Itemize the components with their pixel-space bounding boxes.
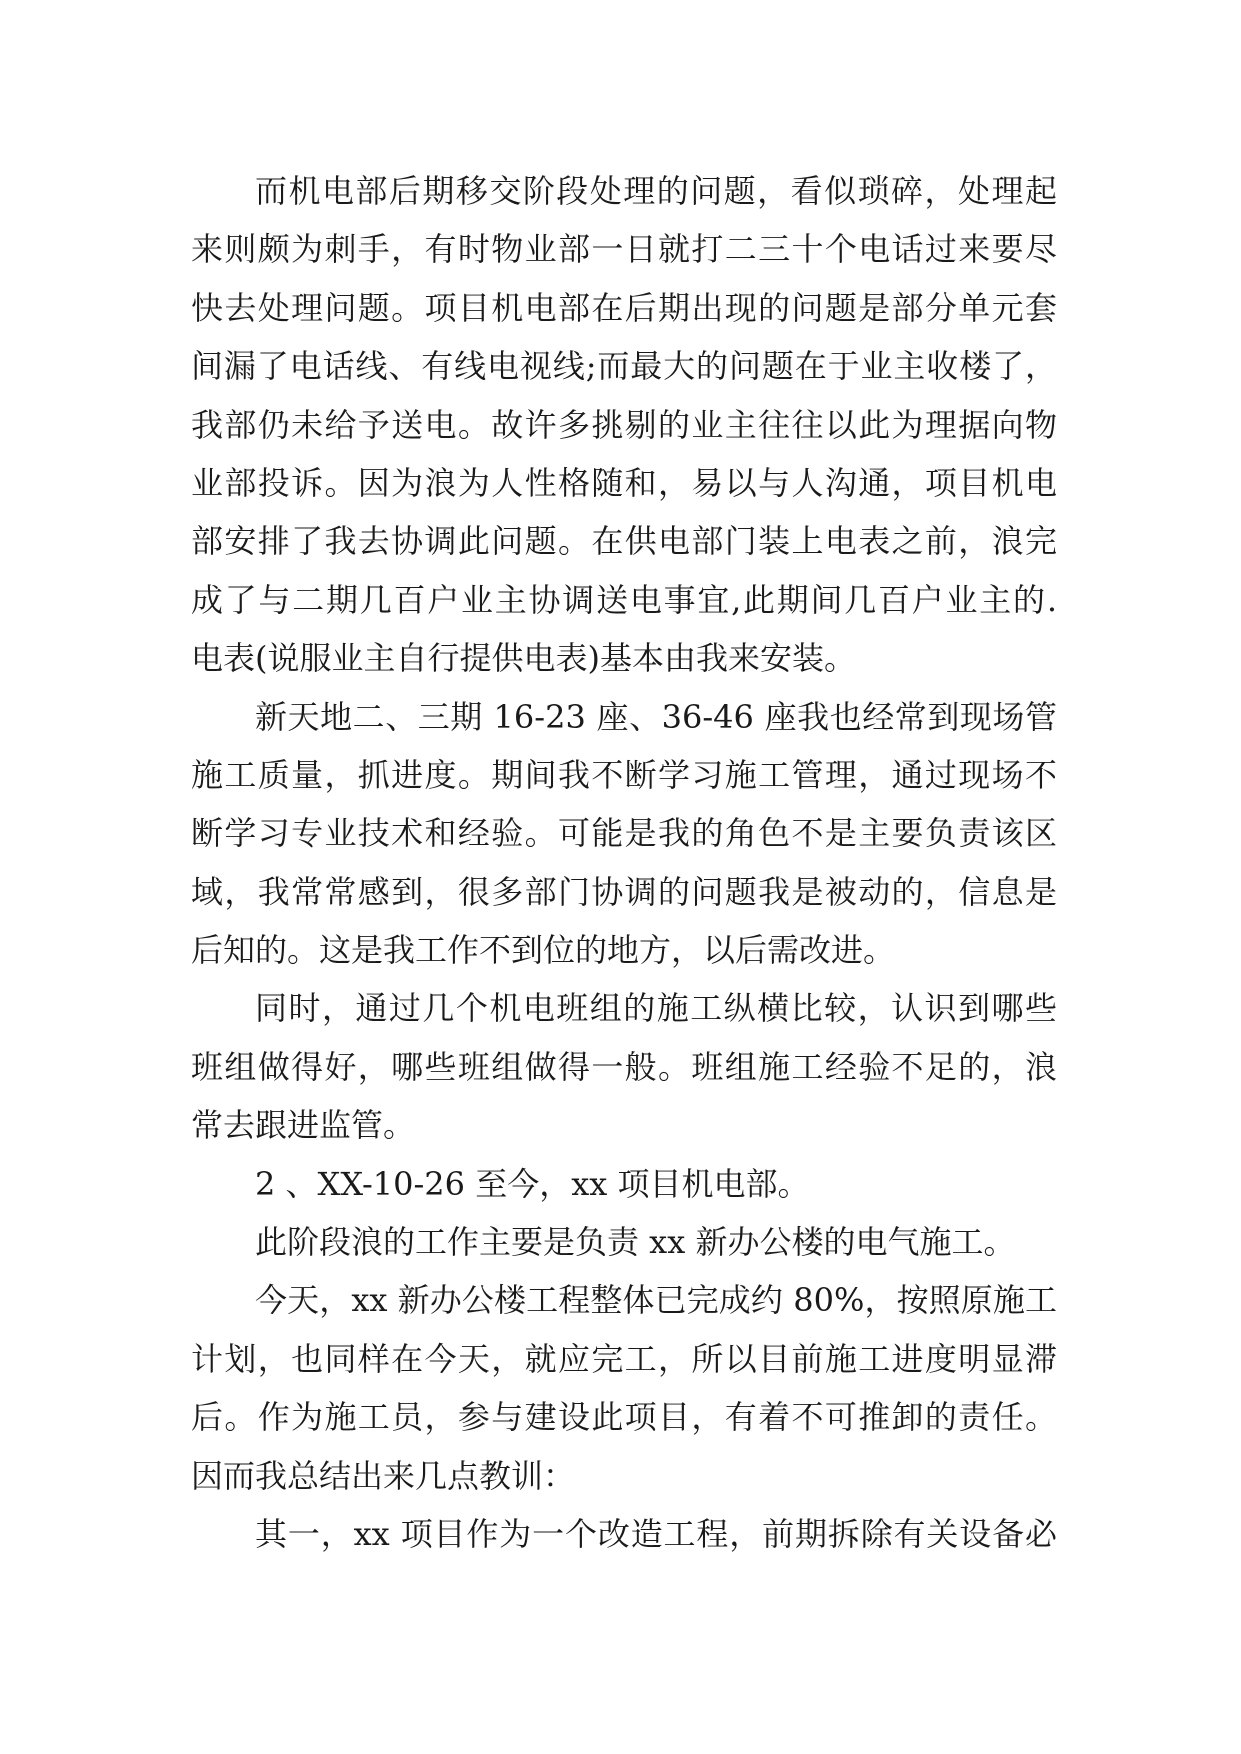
text-line: 班组做得好，哪些班组做得一般。班组施工经验不足的，浪 [191, 1047, 1057, 1086]
text-line: 同时，通过几个机电班组的施工纵横比较，认识到哪些 [255, 989, 1057, 1028]
text-line: 电表(说服业主自行提供电表)基本由我来安装。 [191, 639, 856, 678]
text-line: 新天地二、三期 16-23 座、36-46 座我也经常到现场管 [255, 697, 1057, 736]
text-line: 施工质量，抓进度。期间我不断学习施工管理，通过现场不 [191, 755, 1057, 794]
document-body [191, 162, 1057, 1563]
text-line: 我部仍未给予送电。故许多挑剔的业主往往以此为理据向物 [191, 405, 1057, 444]
text-line: 来则颇为刺手，有时物业部一日就打二三十个电话过来要尽 [191, 230, 1057, 269]
text-line: 其一，xx 项目作为一个改造工程，前期拆除有关设备必 [255, 1514, 1057, 1553]
text-line: 断学习专业技术和经验。可能是我的角色不是主要负责该区 [191, 814, 1057, 853]
text-line: 而机电部后期移交阶段处理的问题，看似琐碎，处理起 [255, 172, 1057, 210]
text-line: 成了与二期几百户业主协调送电事宜,此期间几百户业主的. [191, 580, 1057, 619]
text-line: 域，我常常感到，很多部门协调的问题我是被动的，信息是 [191, 872, 1057, 911]
text-line: 今天，xx 新办公楼工程整体已完成约 80%，按照原施工 [255, 1281, 1057, 1320]
text-line: 后。作为施工员，参与建设此项目，有着不可推卸的责任。 [191, 1398, 1057, 1437]
text-line: 常去跟进监管。 [191, 1106, 416, 1145]
text-line: 间漏了电话线、有线电视线;而最大的问题在于业主收楼了， [191, 347, 1057, 386]
text-line: 后知的。这是我工作不到位的地方，以后需改进。 [191, 931, 896, 970]
text-line: 快去处理问题。项目机电部在后期出现的问题是部分单元套 [191, 288, 1057, 327]
text-line: 计划，也同样在今天，就应完工，所以目前施工进度明显滞 [191, 1339, 1057, 1378]
text-line: 因而我总结出来几点教训： [191, 1456, 576, 1495]
text-line: 部安排了我去协调此问题。在供电部门装上电表之前，浪完 [191, 522, 1057, 561]
text-line: 2 、XX-10-26 至今，xx 项目机电部。 [255, 1164, 810, 1203]
text-line: 业部投诉。因为浪为人性格随和，易以与人沟通，项目机电 [191, 463, 1057, 502]
text-line: 此阶段浪的工作主要是负责 xx 新办公楼的电气施工。 [255, 1223, 1016, 1262]
